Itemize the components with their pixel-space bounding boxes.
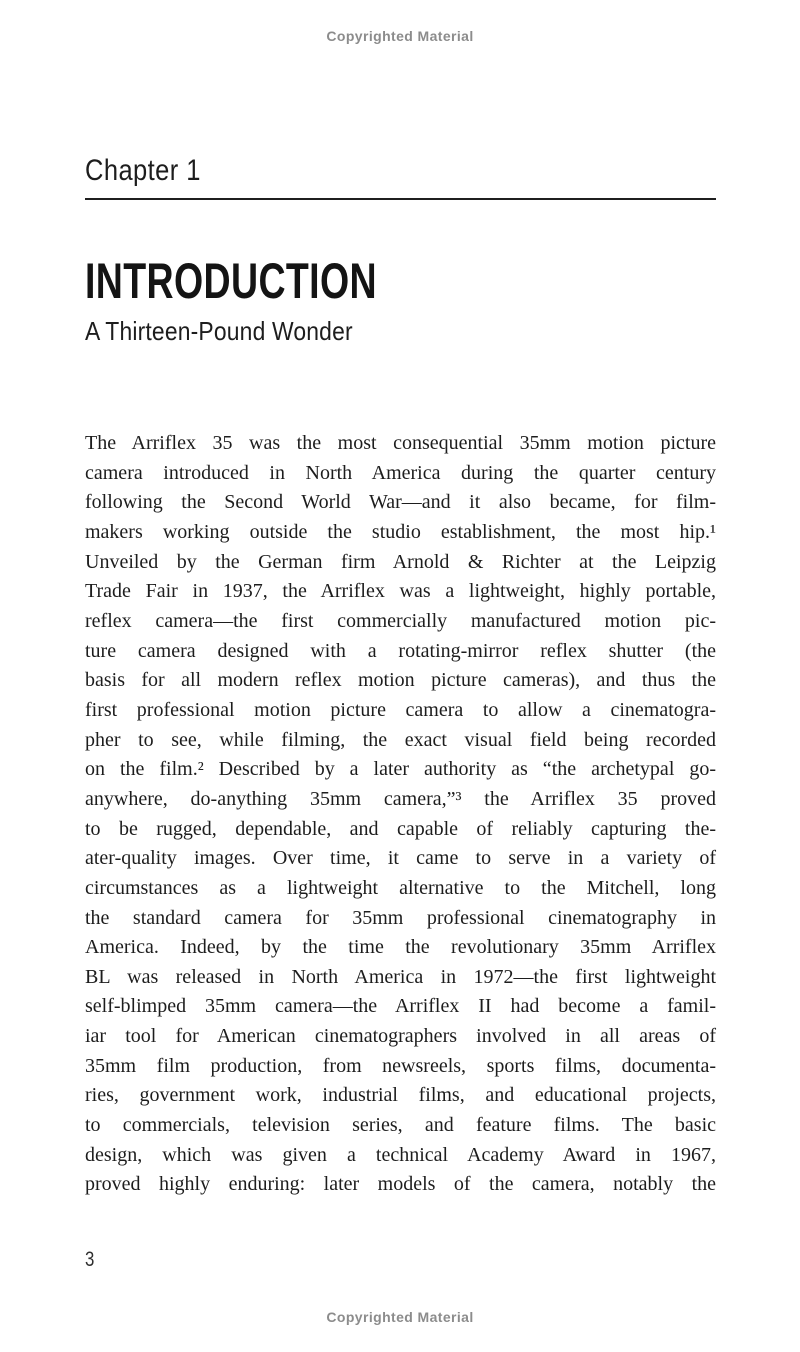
body-line: ater-quality images. Over time, it came to serve in a variety of <box>85 847 716 870</box>
body-line: reflex camera—the first commercially manufactured motion pic- <box>85 609 716 632</box>
body-line: Trade Fair in 1937, the Arriflex was a lightweight, highly portable, <box>85 580 716 603</box>
body-line: The Arriflex 35 was the most consequential 35mm motion picture <box>85 432 716 454</box>
body-line: ture camera designed with a rotating-mirror reflex shutter (the <box>85 639 716 662</box>
chapter-subtitle: A Thirteen-Pound Wonder <box>85 316 353 346</box>
body-line: design, which was given a technical Academy Award in 1967, <box>85 1143 716 1166</box>
copyright-notice-top: Copyrighted Material <box>326 28 474 44</box>
page-number: 3 <box>85 1248 95 1271</box>
body-line: self-blimped 35mm camera—the Arriflex II had become a famil- <box>85 995 716 1018</box>
chapter-divider-rule <box>85 198 716 200</box>
body-line: 35mm film production, from newsreels, sports films, documenta- <box>85 1054 716 1077</box>
body-line: the standard camera for 35mm professional cinematography in <box>85 906 716 929</box>
body-line: Unveiled by the German firm Arnold & Richter at the Leipzig <box>85 550 716 573</box>
body-line: basis for all modern reflex motion picture cameras), and thus the <box>85 669 716 692</box>
body-line: BL was released in North America in 1972—the first lightweight <box>85 965 716 988</box>
body-line: to be rugged, dependable, and capable of reliably capturing the- <box>85 817 716 840</box>
copyright-notice-bottom: Copyrighted Material <box>326 1309 474 1325</box>
body-paragraph <box>85 429 716 1200</box>
body-line: makers working outside the studio establishment, the most hip.¹ <box>85 520 716 543</box>
body-line: circumstances as a lightweight alternative to the Mitchell, long <box>85 876 716 899</box>
body-line: iar tool for American cinematographers involved in all areas of <box>85 1025 716 1048</box>
body-line: proved highly enduring: later models of the camera, notably the <box>85 1173 716 1196</box>
body-line: camera introduced in North America during the quarter century <box>85 461 716 484</box>
chapter-label: Chapter 1 <box>85 154 201 187</box>
chapter-title: INTRODUCTION <box>85 253 377 309</box>
body-line: America. Indeed, by the time the revolutionary 35mm Arriflex <box>85 936 716 959</box>
body-line: to commercials, television series, and feature films. The basic <box>85 1114 716 1137</box>
body-line: anywhere, do-anything 35mm camera,”³ the Arriflex 35 proved <box>85 787 716 810</box>
body-line: first professional motion picture camera to allow a cinematogra- <box>85 698 716 721</box>
body-line: on the film.² Described by a later authority as “the archetypal go- <box>85 758 716 781</box>
body-line: following the Second World War—and it also became, for film- <box>85 491 716 514</box>
body-line: ries, government work, industrial films, and educational projects, <box>85 1084 716 1107</box>
body-line: pher to see, while filming, the exact visual field being recorded <box>85 728 716 751</box>
